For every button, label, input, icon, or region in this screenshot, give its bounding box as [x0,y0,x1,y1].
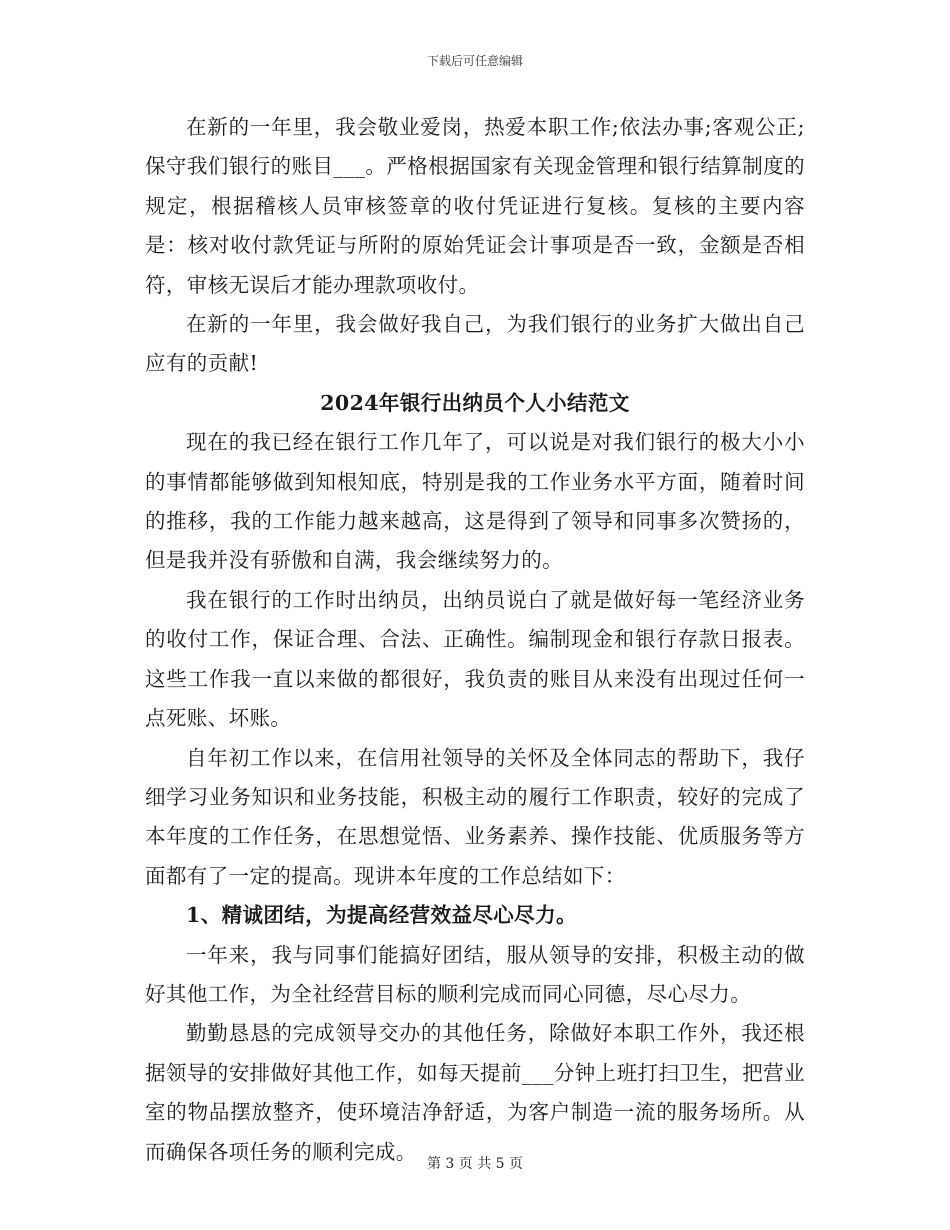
paragraph: 在新的一年里，我会做好我自己，为我们银行的业务扩大做出自己应有的贡献! [145,312,805,376]
paragraph: 现在的我已经在银行工作几年了，可以说是对我们银行的极大小小的事情都能够做到知根知底，特别是我的工作业务水平方面，随着时间的推移，我的工作能力越来越高，这是得到了领导和同事多次赞扬的，但是我并没有骄傲和自满，我会继续努力的。 [145,430,805,573]
sub-heading: 1、精诚团结，为提高经营效益尽心尽力。 [186,903,577,928]
paragraph: 勤勤恳恳的完成领导交办的其他任务，除做好本职工作外，我还根据领导的安排做好其他工作，如每天提前___分钟上班打扫卫生，把营业室的物品摆放整齐，使环境洁净舒适，为客户制造一流的服务场所。从而确保各项任务的顺利完成。 [145,1021,805,1164]
page-footer: 第 3 页 共 5 页 [426,1156,524,1172]
paragraph: 一年来，我与同事们能搞好团结，服从领导的安排，积极主动的做好其他工作，为全社经营目标的顺利完成而同心同德，尽心尽力。 [145,942,805,1006]
document-body [145,108,805,1172]
paragraph: 我在银行的工作时出纳员，出纳员说白了就是做好每一笔经济业务的收付工作，保证合理、合法、正确性。编制现金和银行存款日报表。这些工作我一直以来做的都很好，我负责的账目从来没有出现过任何一点死账、坏账。 [145,587,805,731]
page-header: 下载后可任意编辑 [426,54,523,68]
section-title: 2024年银行出纳员个人小结范文 [320,390,630,415]
paragraph: 在新的一年里，我会敬业爱岗，热爱本职工作;依法办事;客观公正;保守我们银行的账目___。严格根据国家有关现金管理和银行结算制度的规定，根据稽核人员审核签章的收付凭证进行复核。复核的主要内容是：核对收付款凭证与所附的原始凭证会计事项是否一致，金额是否相符，审核无误后才能办理款项收付。 [145,115,805,297]
paragraph: 自年初工作以来，在信用社领导的关怀及全体同志的帮助下，我仔细学习业务知识和业务技能，积极主动的履行工作职责，较好的完成了本年度的工作任务，在思想觉悟、业务素养、操作技能、优质服务等方面都有了一定的提高。现讲本年度的工作总结如下： [145,745,805,888]
